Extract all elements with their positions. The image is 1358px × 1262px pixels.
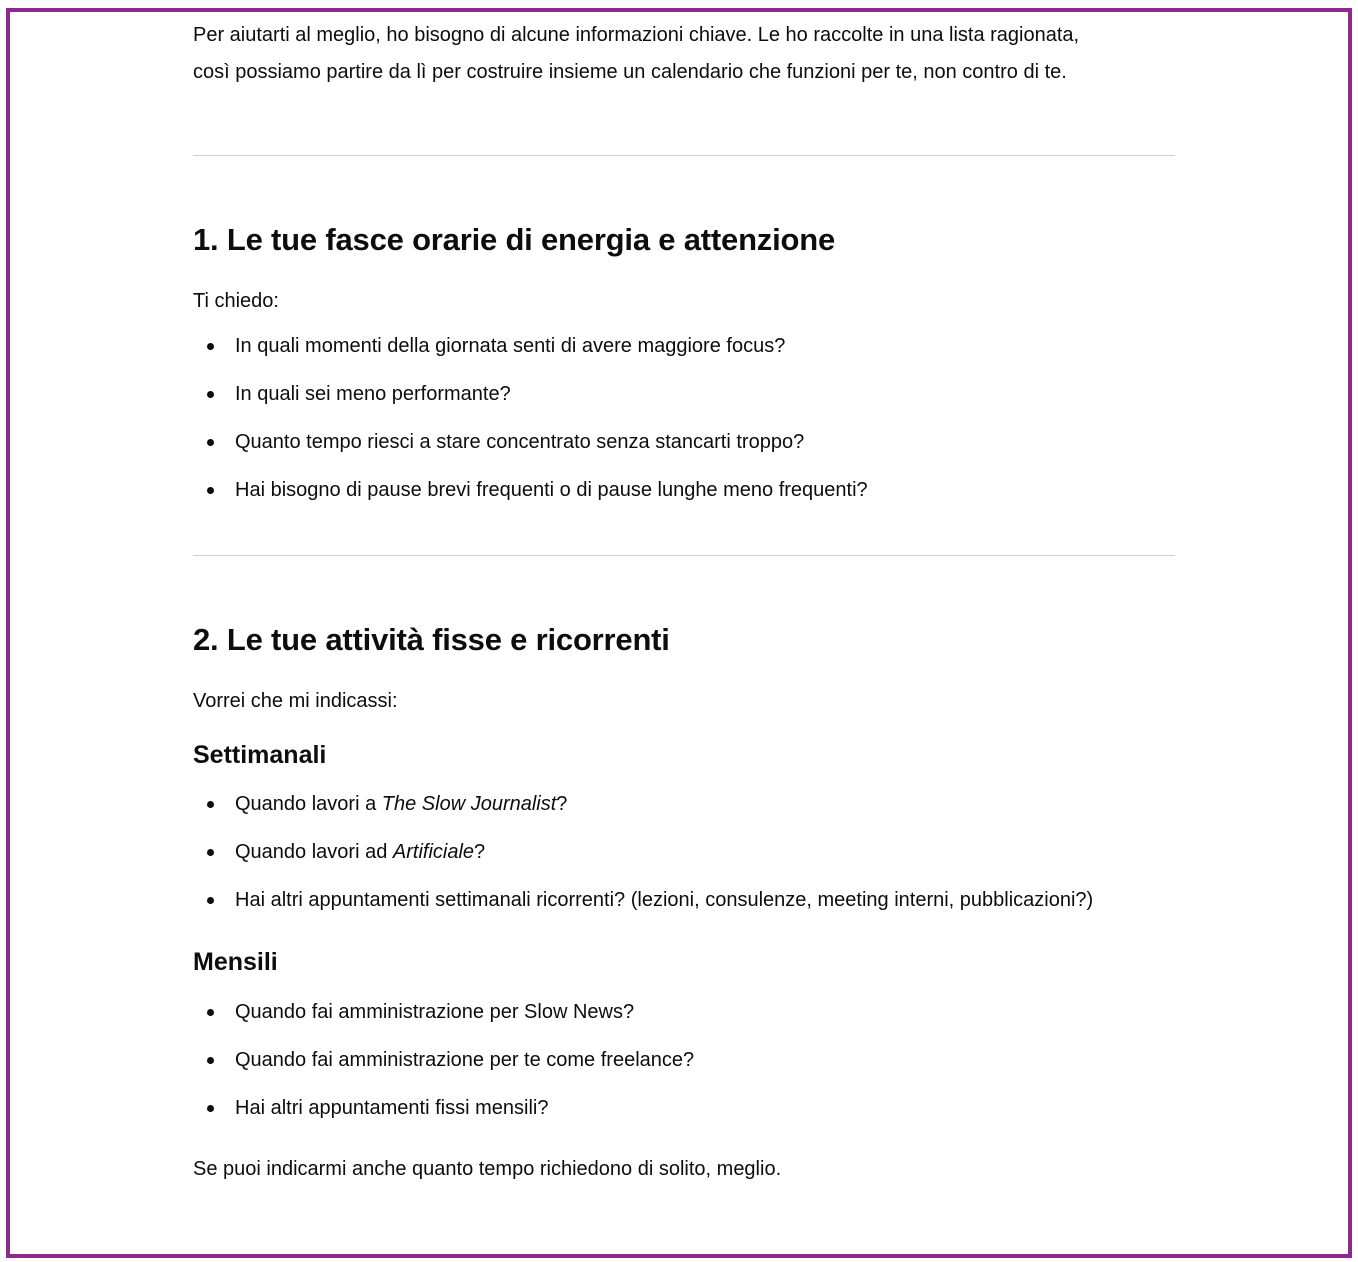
bullet-icon [207,1105,214,1112]
divider-1 [193,155,1175,156]
section-1-list [193,331,1175,505]
section-1-title: 1. Le tue fasce orarie di energia e attenzione [193,222,836,257]
message-body [193,12,1175,1188]
list-item: Quando lavori a The Slow Journalist? [193,789,1175,819]
list-item: Quando fai amministrazione per te come freelance? [193,1045,1175,1075]
list-item: Quando fai amministrazione per Slow News? [193,997,1175,1027]
list-item: In quali momenti della giornata senti di avere maggiore focus? [193,331,1175,361]
bullet-icon [207,801,214,808]
list-item: Quanto tempo riesci a stare concentrato senza stancarti troppo? [193,427,1175,457]
weekly-list [193,789,1175,915]
section-2-title: 2. Le tue attività fisse e ricorrenti [193,622,670,657]
section-2-lead: Vorrei che mi indicassi: [193,690,398,712]
intro-line-2: così possiamo partire da lì per costruire insieme un calendario che funzioni per te, non contro di te. [193,61,1067,83]
bullet-icon [207,487,214,494]
bullet-icon [207,1009,214,1016]
bullet-icon [207,897,214,904]
list-item: Quando lavori ad Artificiale? [193,837,1175,867]
bullet-icon [207,343,214,350]
list-item: In quali sei meno performante? [193,379,1175,409]
monthly-heading: Mensili [193,948,278,976]
list-item: Hai altri appuntamenti settimanali ricorrenti? (lezioni, consulenze, meeting interni, pubblicazioni?) [193,885,1175,915]
section-1-lead: Ti chiedo: [193,290,279,312]
intro-line-1: Per aiutarti al meglio, ho bisogno di alcune informazioni chiave. Le ho raccolte in una lista ragionata, [193,24,1080,46]
list-item: Hai bisogno di pause brevi frequenti o di pause lunghe meno frequenti? [193,475,1175,505]
monthly-list [193,997,1175,1123]
weekly-heading: Settimanali [193,741,327,769]
list-item: Hai altri appuntamenti fissi mensili? [193,1093,1175,1123]
content-frame [6,8,1352,1258]
bullet-icon [207,391,214,398]
bullet-icon [207,1057,214,1064]
divider-2 [193,555,1175,556]
bullet-icon [207,849,214,856]
intro-paragraph [193,12,1175,91]
bullet-icon [207,439,214,446]
closing-paragraph: Se puoi indicarmi anche quanto tempo richiedono di solito, meglio. [193,1158,782,1180]
